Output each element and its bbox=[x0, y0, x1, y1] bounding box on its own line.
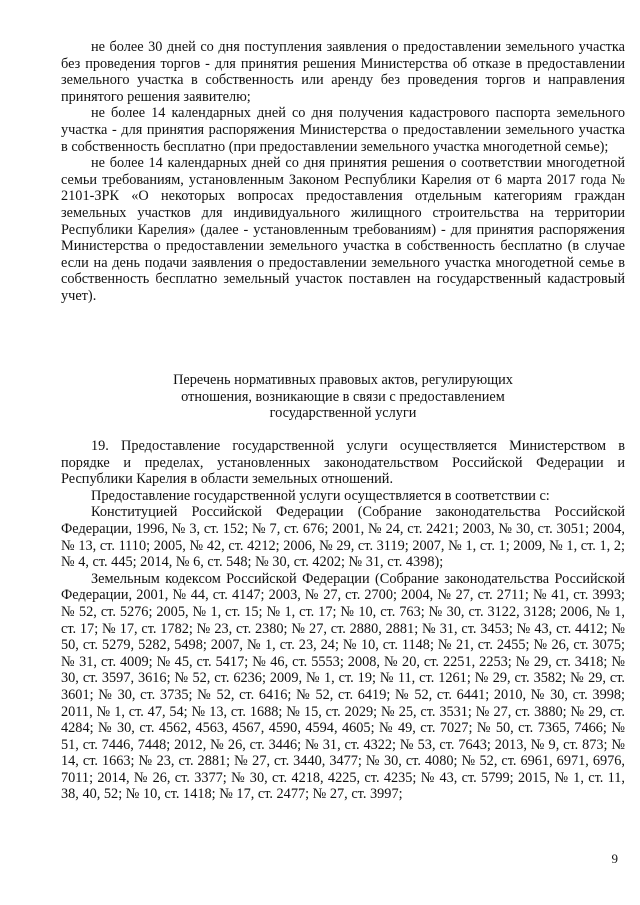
paragraph-deadline-large-family: не более 14 календарных дней со дня принятия решения о соответствии многодетной семьи требованиям, установленным Законом Республики Карелия от 6 марта 2017 года № 2101-ЗРК «О некоторых вопросах предоставления отдельным категориям граждан земельных участков для индивидуального жилищного строительства на территории Республики Карелия» (далее - установленным требованиям) - для принятия распоряжения Министерства о предоставлении земельного участка в собственность бесплатно (в случае если на день подачи заявления о предоставлении земельного участка многодетной семье в собственность бесплатно земельный участок поставлен на государственный кадастровый учет). bbox=[61, 155, 625, 304]
paragraph-deadline-cadastral: не более 14 календарных дней со дня получения кадастрового паспорта земельного участка - для принятия распоряжения Министерства о предоставлении земельного участка в собственность бесплатно (при предоставлении земельного участка многодетной семье); bbox=[61, 105, 625, 155]
paragraph-constitution: Конституцией Российской Федерации (Собрание законодательства Российской Федерации, 1996, № 3, ст. 152; № 7, ст. 676; 2001, № 24, ст. 2421; 2003, № 30, ст. 3051; 2004, № 13, ст. 1110; 2005, № 42, ст. 4212; 2006, № 29, ст. 3119; 2007, № 1, ст. 1; 2009, № 1, ст. 1, 2; № 4, ст. 445; 2014, № 6, ст. 548; № 30, ст. 4202; № 31, ст. 4398); bbox=[61, 504, 625, 571]
paragraph-deadline-refusal: не более 30 дней со дня поступления заявления о предоставлении земельного участка без проведения торгов - для принятия решения Министерства об отказе в предоставлении земельного участка в собственность или аренду без проведения торгов и направления принятого решения заявителю; bbox=[61, 39, 625, 105]
section-heading-line: Перечень нормативных правовых актов, регулирующих bbox=[173, 372, 513, 388]
page-number: 9 bbox=[611, 851, 618, 866]
section-heading bbox=[61, 372, 625, 422]
paragraph-item-19: 19. Предоставление государственной услуги осуществляется Министерством в порядке и пределах, установленных законодательством Российской Федерации и Республики Карелия в области земельных отношений. bbox=[61, 438, 625, 488]
paragraph-land-code: Земельным кодексом Российской Федерации (Собрание законодательства Российской Федерации, 2001, № 44, ст. 4147; 2003, № 27, ст. 2700; 2004, № 27, ст. 2711; № 41, ст. 3993; № 52, ст. 5276; 2005, № 1, ст. 15; № 1, ст. 17; № 10, ст. 763; № 30, ст. 3122, 3128; 2006, № 1, ст. 17; № 17, ст. 1782; № 23, ст. 2380; № 27, ст. 2880, 2881; № 31, ст. 3453; № 43, ст. 4412; № 50, ст. 5279, 5282, 5498; 2007, № 1, ст. 23, 24; № 10, ст. 1148; № 21, ст. 2455; № 26, ст. 3075; № 31, ст. 4009; № 45, ст. 5417; № 46, ст. 5553; 2008, № 20, ст. 2251, 2253; № 29, ст. 3418; № 30, ст. 3597, 3616; № 52, ст. 6236; 2009, № 1, ст. 19; № 11, ст. 1261; № 29, ст. 3582; № 29, ст. 3601; № 30, ст. 3735; № 52, ст. 6416; № 52, ст. 6419; № 52, ст. 6441; 2010, № 30, ст. 3998; 2011, № 1, ст. 47, 54; № 13, ст. 1688; № 15, ст. 2029; № 25, ст. 3531; № 27, ст. 3880; № 29, ст. 4284; № 30, ст. 4562, 4563, 4567, 4590, 4594, 4605; № 49, ст. 7027; № 50, ст. 7365, 7466; № 51, ст. 7446, 7448; 2012, № 26, ст. 3446; № 31, ст. 4322; № 53, ст. 7643; 2013, № 9, ст. 873; № 14, ст. 1663; № 23, ст. 2881; № 27, ст. 3440, 3477; № 30, ст. 4080; № 52, ст. 6961, 6971, 6976, 7011; 2014, № 26, ст. 3377; № 30, ст. 4218, 4225, ст. 4235; № 43, ст. 5799; 2015, № 1, ст. 11, 38, 40, 52; № 10, ст. 1418; № 17, ст. 2477; № 27, ст. 3997; bbox=[61, 570, 625, 803]
paragraph-legal-basis-intro: Предоставление государственной услуги осуществляется в соответствии с: bbox=[91, 487, 550, 504]
text-block-top bbox=[61, 39, 625, 305]
section-heading-line: государственной услуги bbox=[269, 405, 417, 422]
text-block-bottom bbox=[61, 438, 625, 803]
section-heading-line: отношения, возникающие в связи с предоставлением bbox=[181, 388, 505, 405]
